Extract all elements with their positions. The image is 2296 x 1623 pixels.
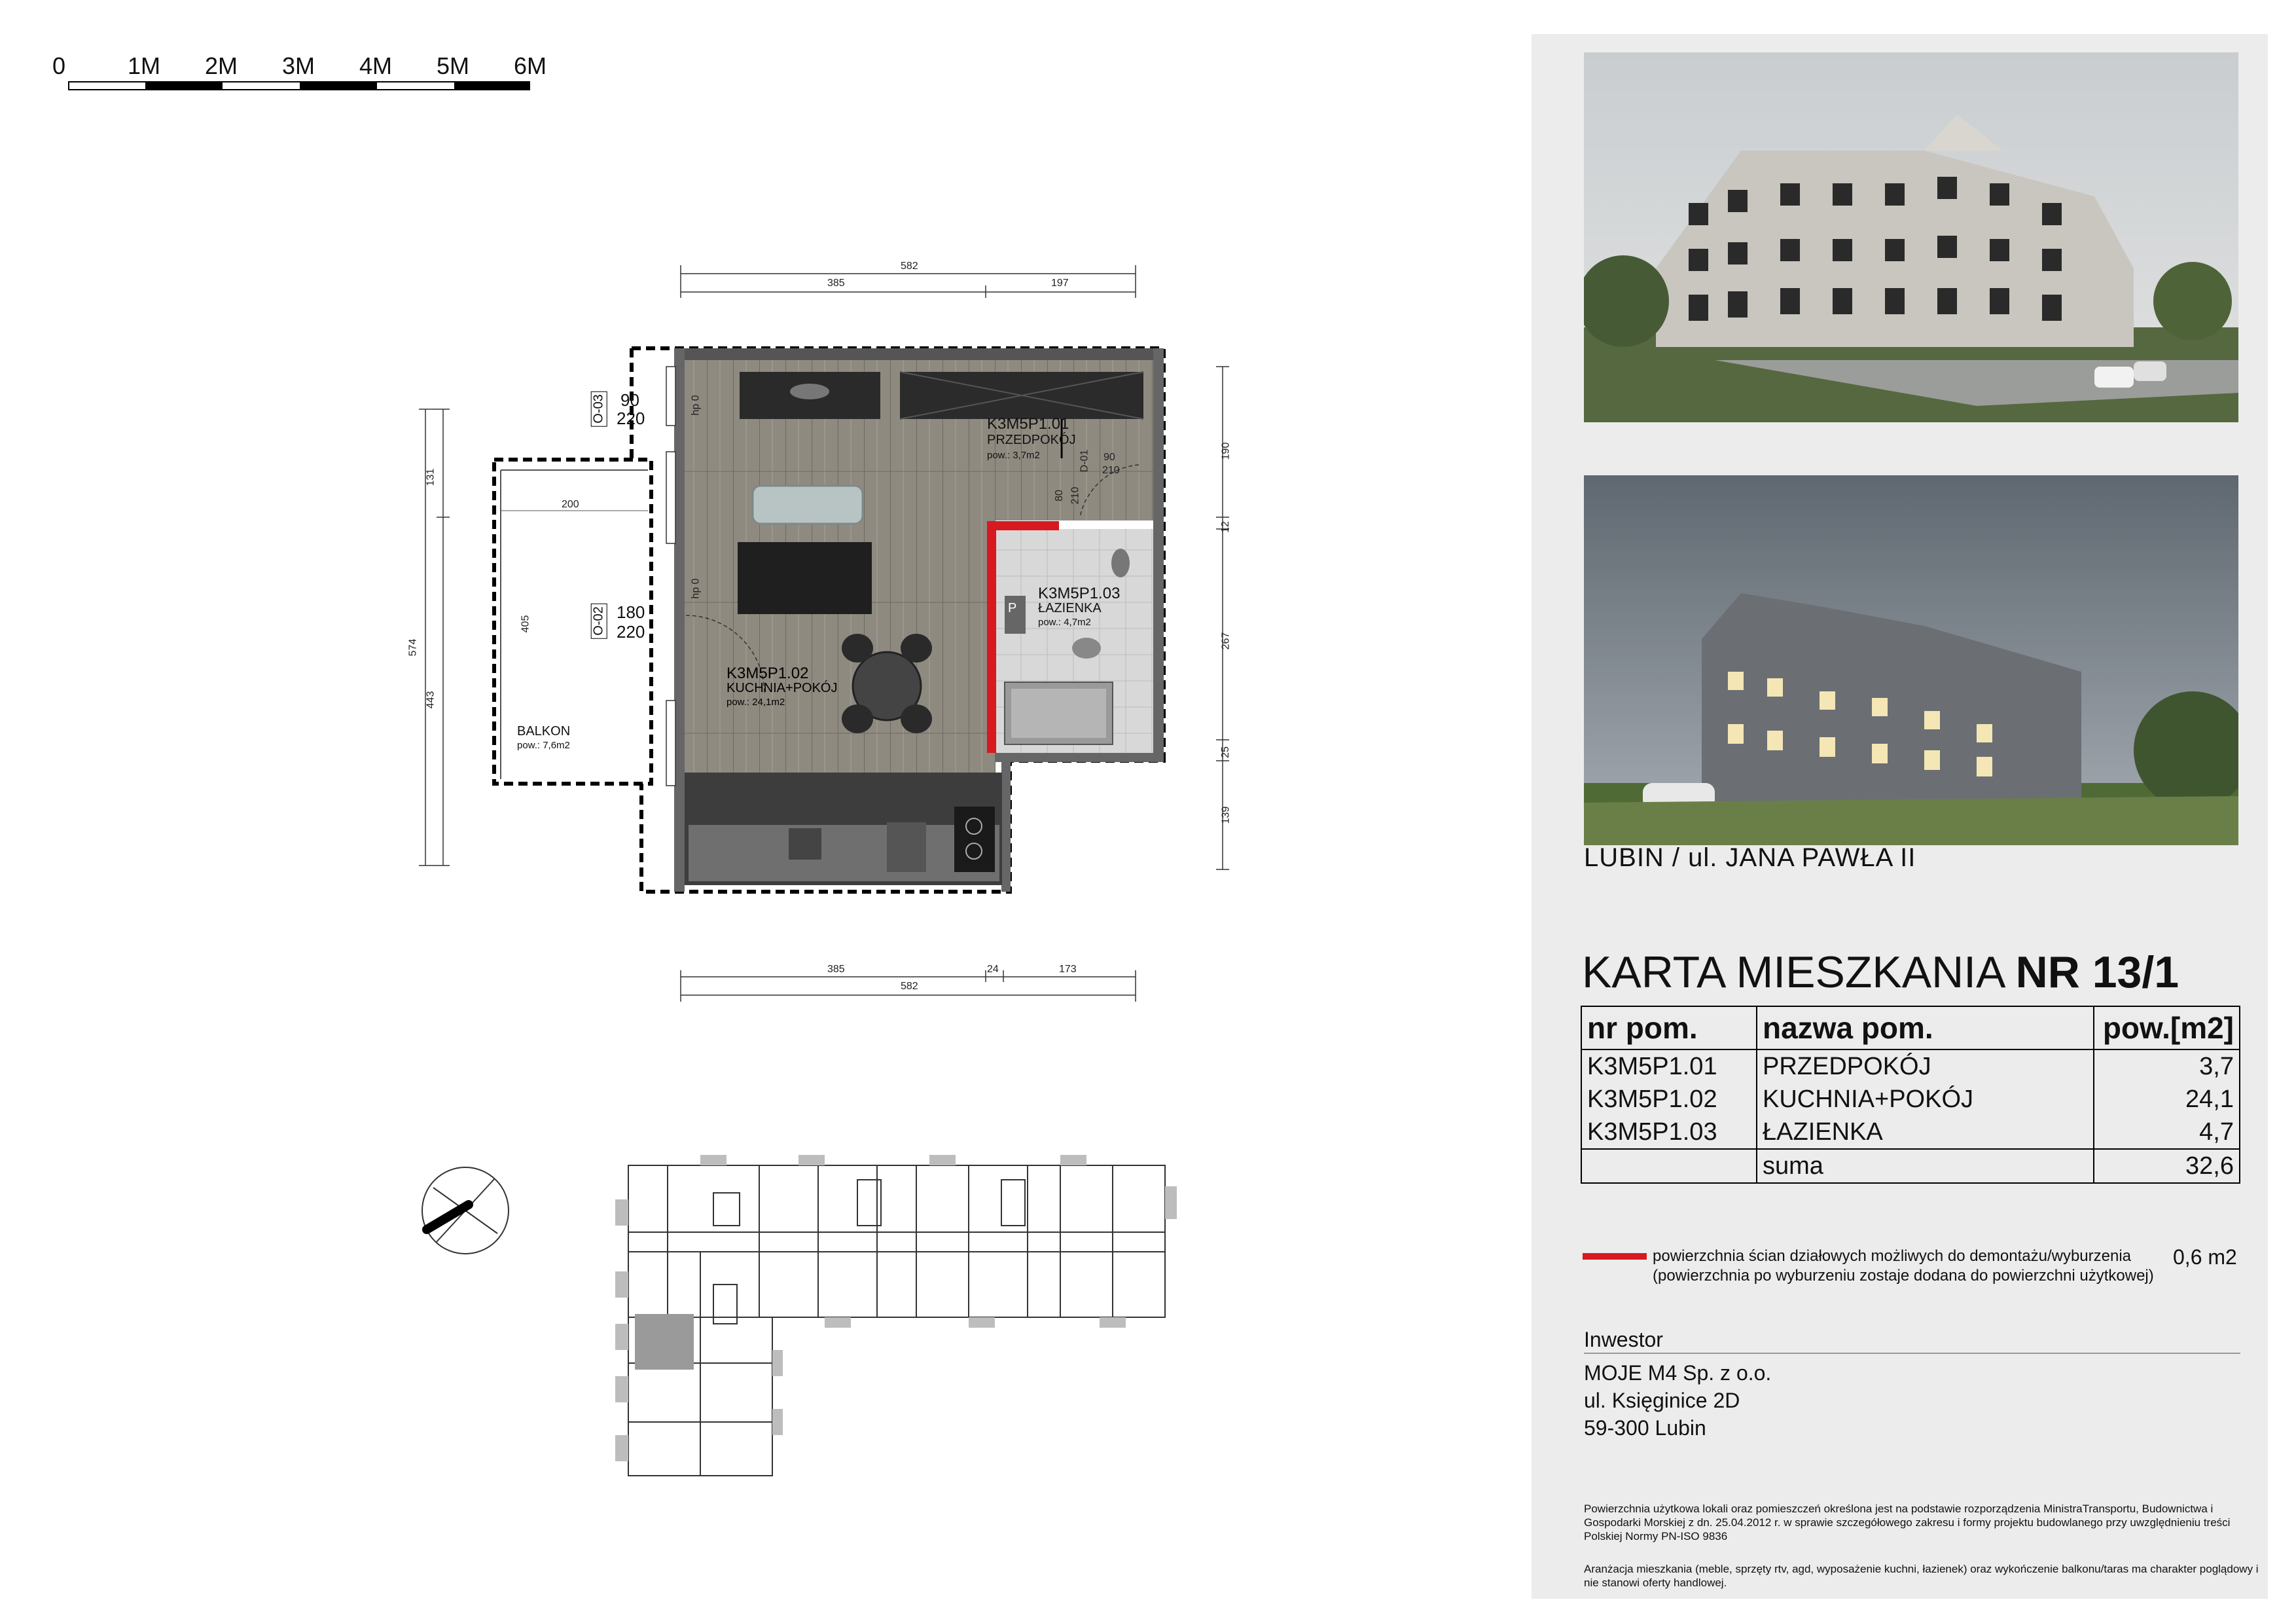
building-render-day bbox=[1584, 52, 2238, 422]
scale-label-3m: 3M bbox=[281, 52, 315, 79]
window-o03-width: 90 bbox=[620, 390, 639, 410]
table-header-row bbox=[1581, 1006, 2240, 1049]
window-tag-o03: O-03 bbox=[591, 391, 607, 426]
scale-label-2m: 2M bbox=[204, 52, 238, 79]
dim-top-right: 197 bbox=[1051, 278, 1069, 289]
header-name: nazwa pom. bbox=[1757, 1006, 2094, 1049]
dim-left-443: 443 bbox=[425, 691, 437, 709]
dim-bottom-total: 582 bbox=[901, 981, 918, 992]
legend-red-line bbox=[1583, 1253, 1647, 1260]
footnote-area-basis: Powierzchnia użytkowa lokali oraz pomieszczeń określona jest na podstawie rozporządzenia MinistraTransportu, Budownictwa i Gospodarki Morskiej z dn. 25.04.2012 r. w sprawie szczegółowego zakresu i formy projektu budowlanego przy uwzględnieniu treści Polskiej Normy PN-ISO 9836 bbox=[1584, 1503, 2231, 1542]
table-row: K3M5P1.01 PRZEDPOKÓJ 3,7 bbox=[1581, 1049, 2240, 1083]
dim-top-left: 385 bbox=[827, 278, 845, 289]
key-plan-highlight bbox=[635, 1314, 694, 1370]
dim-door-80: 80 bbox=[1053, 490, 1065, 501]
room-label-przedpokoj: K3M5P1.01 PRZEDPOKÓJ pow.: 3,7m2 bbox=[987, 415, 1076, 461]
window-o03-height: 220 bbox=[617, 409, 645, 428]
investor-heading: Inwestor bbox=[1584, 1328, 1663, 1351]
bath-tag: P bbox=[1008, 601, 1017, 615]
dim-right-25: 25 bbox=[1219, 746, 1231, 758]
window-o02-height: 220 bbox=[617, 622, 645, 642]
removable-wall bbox=[987, 521, 996, 753]
legend-text: powierzchnia ścian działowych możliwych do demontażu/wyburzenia (powierzchnia po wyburzeniu zostaje dodana do powierzchni użytkowej) bbox=[1653, 1247, 2154, 1285]
hp-label-1: hp 0 bbox=[690, 395, 702, 416]
table-row-total: suma 32,6 bbox=[1581, 1149, 2240, 1183]
dim-balcony-depth: 405 bbox=[520, 615, 531, 633]
address: LUBIN / ul. JANA PAWŁA II bbox=[1584, 843, 1916, 872]
dim-left-574: 574 bbox=[407, 638, 419, 657]
investor-divider bbox=[1584, 1353, 2240, 1354]
scale-label-0: 0 bbox=[52, 52, 66, 79]
table-row: K3M5P1.03 ŁAZIENKA 4,7 bbox=[1581, 1116, 2240, 1149]
building-render-evening bbox=[1584, 475, 2238, 845]
dim-bottom-mid: 24 bbox=[987, 964, 999, 975]
room-label-kuchnia: K3M5P1.02 KUCHNIA+POKÓJ pow.: 24,1m2 bbox=[726, 665, 838, 708]
scale-label-6m: 6M bbox=[513, 52, 547, 79]
scale-label-4m: 4M bbox=[359, 52, 393, 79]
hp-label-2: hp 0 bbox=[690, 578, 702, 599]
scale-label-5m: 5M bbox=[436, 52, 470, 79]
scale-label-1m: 1M bbox=[127, 52, 161, 79]
dim-door-90: 90 bbox=[1103, 452, 1115, 463]
dim-door-210: 210 bbox=[1102, 465, 1120, 476]
legend-value: 0,6 m2 bbox=[2173, 1245, 2237, 1269]
door-tag: D-01 bbox=[1079, 449, 1090, 473]
room-label-balkon: BALKON pow.: 7,6m2 bbox=[517, 724, 571, 751]
dim-right-267: 267 bbox=[1220, 632, 1232, 650]
dim-right-190: 190 bbox=[1220, 442, 1232, 460]
dim-door-210b: 210 bbox=[1069, 486, 1081, 505]
building-key-plan bbox=[602, 1147, 1178, 1487]
card-title: KARTA MIESZKANIA NR 13/1 bbox=[1582, 947, 2179, 997]
apartment-floor-plan bbox=[393, 249, 1309, 1021]
dim-balcony-width: 200 bbox=[562, 499, 579, 510]
header-nr: nr pom. bbox=[1581, 1006, 1757, 1049]
north-arrow-icon bbox=[416, 1161, 514, 1260]
header-area: pow.[m2] bbox=[2094, 1006, 2240, 1049]
rooms-table bbox=[1581, 1006, 2240, 1184]
dim-bottom-left: 385 bbox=[827, 964, 845, 975]
dim-top-total: 582 bbox=[901, 261, 918, 272]
dim-right-139: 139 bbox=[1220, 806, 1232, 824]
dim-bottom-right: 173 bbox=[1059, 964, 1077, 975]
window-o02-width: 180 bbox=[617, 602, 645, 622]
footnote-disclaimer: Aranżacja mieszkania (meble, sprzęty rtv, agd, wyposażenie kuchni, łazienek) oraz wykończenie balkonu/taras ma charakter poglądowy i nie stanowi oferty handlowej. bbox=[1584, 1563, 2259, 1589]
dim-left-131: 131 bbox=[425, 468, 437, 486]
investor-address: MOJE M4 Sp. z o.o. ul. Księginice 2D 59-300 Lubin bbox=[1584, 1361, 1772, 1440]
scale-bar-track bbox=[68, 81, 530, 90]
window-tag-o02: O-02 bbox=[591, 603, 607, 638]
table-row: K3M5P1.02 KUCHNIA+POKÓJ 24,1 bbox=[1581, 1083, 2240, 1116]
dim-right-12: 12 bbox=[1219, 521, 1231, 533]
room-label-lazienka: K3M5P1.03 ŁAZIENKA pow.: 4,7m2 bbox=[1038, 585, 1121, 628]
